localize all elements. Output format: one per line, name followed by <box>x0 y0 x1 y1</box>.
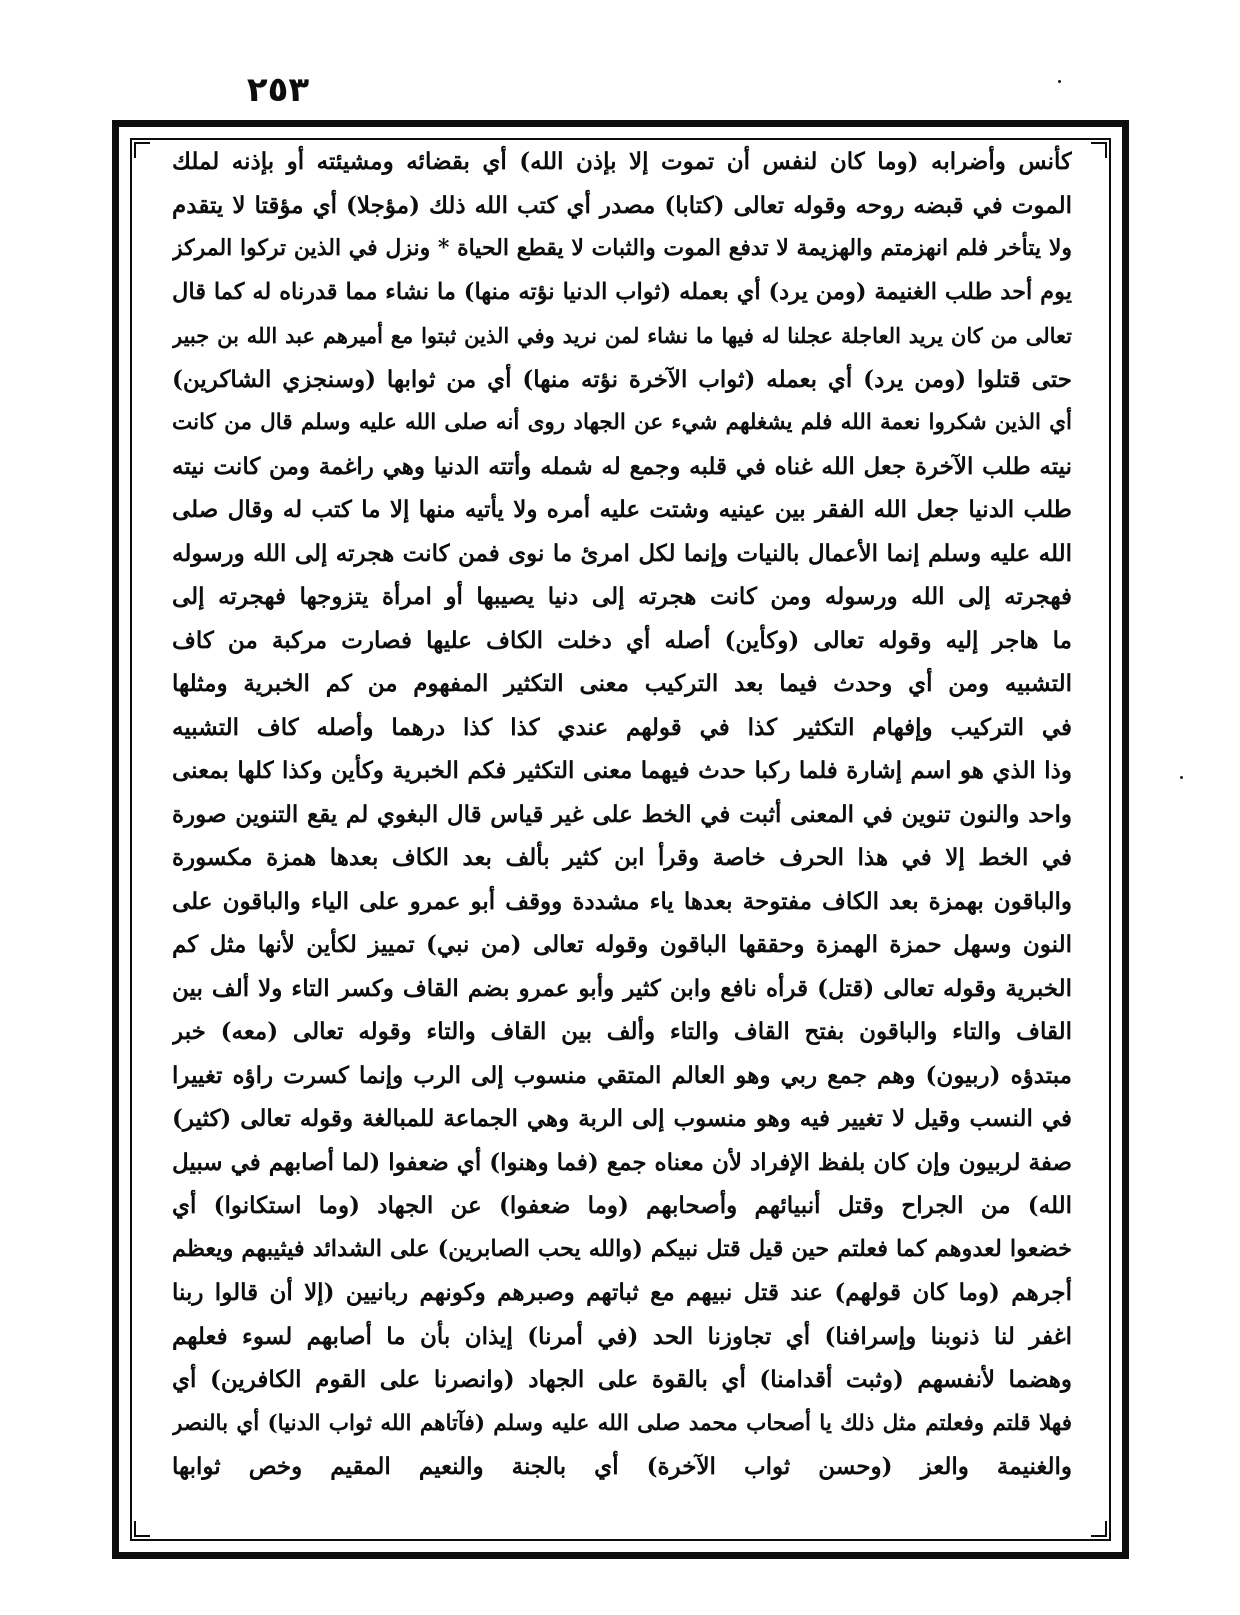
text-line: التشبيه ومن أي وحدث فيما بعد التركيب معنى التكثير المفهوم من كم الخبرية ومثلها <box>172 670 1072 697</box>
text-line: وذا الذي هو اسم إشارة فلما ركبا حدث فيهما معنى التكثير فكم الخبرية وكأين وكذا كلها بمعنى <box>172 757 1072 784</box>
frame-corner-ornament <box>1091 1521 1107 1537</box>
text-line: فهجرته إلى الله ورسوله ومن كانت هجرته إلى دنيا يصيبها أو امرأة يتزوجها فهجرته إلى <box>172 583 1072 610</box>
text-line: والباقون بهمزة بعد الكاف مفتوحة بعدها ياء مشددة ووقف أبو عمرو على الياء والباقون على <box>172 887 1072 915</box>
text-line: وهضما لأنفسهم (وثبت أقدامنا) أي بالقوة على الجهاد (وانصرنا على القوم الكافرين) أي <box>172 1366 1072 1393</box>
text-line: ولا يتأخر فلم انهزمتم والهزيمة لا تدفع الموت والثبات لا يقطع الحياة * ونزل في الذين تركوا المركز <box>172 235 1072 261</box>
text-line: الخبرية وقوله تعالى (قتل) قرأه نافع وابن كثير وأبو عمرو بضم القاف وكسر التاء ولا ألف بين <box>172 974 1072 1002</box>
text-line: والغنيمة والعز (وحسن ثواب الآخرة) أي بالجنة والنعيم المقيم وخص ثوابها <box>172 1453 1072 1480</box>
frame-corner-ornament <box>134 1521 150 1537</box>
text-line: ما هاجر إليه وقوله تعالى (وكأين) أصله أي دخلت الكاف عليها فصارت مركبة من كاف <box>172 626 1072 654</box>
text-line: الله) من الجراح وقتل أنبيائهم وأصحابهم (وما ضعفوا) عن الجهاد (وما استكانوا) أي <box>172 1192 1072 1219</box>
text-line: مبتدؤه (ربيون) وهم جمع ربي وهو العالم المتقي منسوب إلى الرب وإنما كسرت راؤه تغييرا <box>172 1061 1072 1089</box>
text-line: تعالى من كان يريد العاجلة عجلنا له فيها ما نشاء لمن نريد وفي الذين ثبتوا مع أميرهم عبد الله بن جبير <box>172 323 1072 348</box>
scan-speck <box>1180 776 1183 779</box>
frame-corner-ornament <box>134 142 150 158</box>
text-line: واحد والنون تنوين في المعنى أثبت في الخط على غير قياس قال البغوي لم يقع التنوين صورة <box>172 800 1072 828</box>
text-line: حتى قتلوا (ومن يرد) أي بعمله (ثواب الآخرة نؤته منها) أي من ثوابها (وسنجزي الشاكرين) <box>172 365 1072 393</box>
text-line: فهلا قلتم وفعلتم مثل ذلك يا أصحاب محمد صلى الله عليه وسلم (فآتاهم الله ثواب الدنيا) أي بالنصر <box>172 1410 1072 1436</box>
text-line: طلب الدنيا جعل الله الفقر بين عينيه وشتت عليه أمره ولا يأتيه منها إلا ما كتب له وقال صلى <box>172 496 1072 523</box>
text-line: كأنس وأضرابه (وما كان لنفس أن تموت إلا بإذن الله) أي بقضائه ومشيئته أو بإذنه لملك <box>172 148 1072 175</box>
text-line: الموت في قبضه روحه وقوله تعالى (كتابا) مصدر أي كتب الله ذلك (مؤجلا) أي مؤقتا لا يتقدم <box>172 191 1072 219</box>
text-line: يوم أحد طلب الغنيمة (ومن يرد) أي بعمله (ثواب الدنيا نؤته منها) ما نشاء مما قدرناه له كما قال <box>172 278 1072 305</box>
text-line: النون وسهل حمزة الهمزة وحققها الباقون وقوله تعالى (من نبي) تمييز لكأين لأنها مثل كم <box>172 931 1072 958</box>
text-line: صفة لربيون وإن كان بلفظ الإفراد لأن معناه جمع (فما وهنوا) أي ضعفوا (لما أصابهم في سبيل <box>172 1148 1072 1176</box>
text-line: أي الذين شكروا نعمة الله فلم يشغلهم شيء عن الجهاد روى أنه صلى الله عليه وسلم قال من كانت <box>172 410 1072 435</box>
text-line: اغفر لنا ذنوبنا وإسرافنا) أي تجاوزنا الحد (في أمرنا) إيذان بأن ما أصابهم لسوء فعلهم <box>172 1322 1072 1350</box>
frame-corner-ornament <box>1091 142 1107 158</box>
scan-speck <box>1058 80 1061 83</box>
text-line: القاف والتاء والباقون بفتح القاف والتاء وألف بين القاف والتاء وقوله تعالى (معه) خبر <box>172 1018 1072 1045</box>
commentary-text-block <box>172 140 1072 1489</box>
text-line: في النسب وقيل لا تغيير فيه وهو منسوب إلى الربة وهي الجماعة للمبالغة وقوله تعالى (كثير) <box>172 1105 1072 1132</box>
page-number: ٢٥٣ <box>246 70 310 110</box>
text-line: خضعوا لعدوهم كما فعلتم حين قيل قتل نبيكم (والله يحب الصابرين) على الشدائد فيثيبهم ويعظم <box>172 1235 1072 1262</box>
text-line: الله عليه وسلم إنما الأعمال بالنيات وإنما لكل امرئ ما نوى فمن كانت هجرته إلى الله ورسوله <box>172 539 1072 567</box>
text-line: في الخط إلا في هذا الحرف خاصة وقرأ ابن كثير بألف بعد الكاف بعدها همزة مكسورة <box>172 844 1072 871</box>
text-line: في التركيب وإفهام التكثير كذا في قولهم عندي كذا كذا درهما وأصله كاف التشبيه <box>172 713 1072 741</box>
text-line: أجرهم (وما كان قولهم) عند قتل نبيهم مع ثباتهم وصبرهم وكونهم ربانيين (إلا أن قالوا ربنا <box>172 1279 1072 1306</box>
text-line: نيته طلب الآخرة جعل الله غناه في قلبه وجمع له شمله وأتته الدنيا وهي راغمة ومن كانت نيته <box>172 452 1072 480</box>
